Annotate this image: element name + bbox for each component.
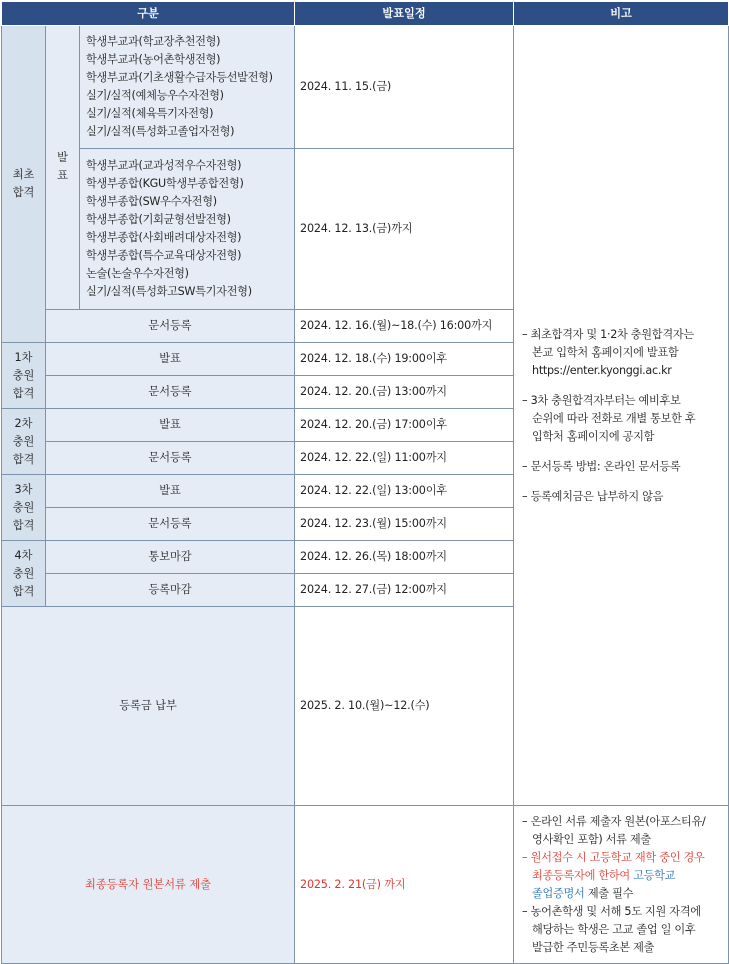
- row-label: 발표: [46, 343, 295, 376]
- list-item: 학생부교과(학교장추천전형): [86, 35, 221, 48]
- schedule-table: [1, 1, 729, 964]
- note-item: – 최초합격자 및 1·2차 충원합격자는 본교 입학처 홈페이지에 발표함 https://enter.kyonggi.ac.kr: [522, 326, 728, 380]
- date-cell: 2024. 12. 26.(목) 18:00까지: [295, 541, 514, 574]
- date-cell: 2024. 12. 18.(수) 19:00이후: [295, 343, 514, 376]
- header-category: 구분: [2, 2, 295, 26]
- list-item: 학생부종합(특수교육대상자전형): [86, 249, 242, 262]
- row-label: 문서등록: [46, 376, 295, 409]
- date-cell: 2025. 2. 21(금) 까지: [295, 806, 514, 964]
- note-item: – 농어촌학생 및 서해 5도 지원 자격에 해당하는 학생은 고교 졸업 일 이후 발급한 주민등록초본 제출: [522, 904, 701, 954]
- announce-label: 발 표: [46, 26, 80, 310]
- note-item: – 등록예치금은 납부하지 않음: [522, 489, 664, 503]
- date-cell: 2024. 12. 13.(금)까지: [295, 149, 514, 310]
- row-label: 문서등록: [46, 508, 295, 541]
- list-item: 실기/실적(특성화고졸업자전형): [86, 125, 235, 138]
- final-docs-label: 최종등록자 원본서류 제출: [2, 806, 295, 964]
- list-item: 학생부교과(기초생활수급자등선발전형): [86, 71, 273, 84]
- row-label: 통보마감: [46, 541, 295, 574]
- row-label: 문서등록: [46, 442, 295, 475]
- list-item: 학생부종합(기회균형선발전형): [86, 213, 231, 226]
- header-notes: 비고: [514, 2, 729, 26]
- list-item: 실기/실적(체육특기자전형): [86, 107, 214, 120]
- row-label: 문서등록: [46, 310, 295, 343]
- waitlist-label: 1차 충원 합격: [2, 343, 46, 409]
- row-label: 발표: [46, 409, 295, 442]
- date-cell: 2024. 11. 15.(금): [295, 26, 514, 149]
- list-item: 학생부종합(KGU학생부종합전형): [86, 177, 244, 190]
- tuition-label: 등록금 납부: [2, 607, 295, 806]
- date-cell: 2024. 12. 20.(금) 13:00까지: [295, 376, 514, 409]
- list-item: 논술(논술우수자전형): [86, 267, 189, 280]
- row-label: 발표: [46, 475, 295, 508]
- table-row: [2, 806, 729, 964]
- header-schedule: 발표일정: [295, 2, 514, 26]
- waitlist-label: 3차 충원 합격: [2, 475, 46, 541]
- final-docs-notes: [514, 806, 729, 964]
- date-cell: 2024. 12. 27.(금) 12:00까지: [295, 574, 514, 607]
- header-row: [2, 2, 729, 26]
- date-cell: 2024. 12. 22.(일) 13:00이후: [295, 475, 514, 508]
- final-pass-label: 최초 합격: [2, 26, 46, 343]
- list-item: 학생부교과(교과성적우수자전형): [86, 159, 242, 172]
- waitlist-label: 4차 충원 합격: [2, 541, 46, 607]
- row-label: 등록마감: [46, 574, 295, 607]
- date-cell: 2024. 12. 16.(월)~18.(수) 16:00까지: [295, 310, 514, 343]
- note-item: – 온라인 서류 제출자 원본(아포스티유/ 영사확인 포함) 서류 제출: [522, 814, 706, 846]
- track-list-1: [80, 26, 295, 149]
- track-list-2: [80, 149, 295, 310]
- note-item: – 원서접수 시 고등학교 재학 중인 경우 최종등록자에 한하여 고등학교 졸업증명서 제출 필수: [522, 850, 705, 900]
- date-cell: 2024. 12. 23.(월) 15:00까지: [295, 508, 514, 541]
- table-row: [2, 26, 729, 149]
- date-cell: 2024. 12. 22.(일) 11:00까지: [295, 442, 514, 475]
- list-item: 학생부종합(SW우수자전형): [86, 195, 217, 208]
- notes-main: [514, 26, 729, 806]
- list-item: 실기/실적(특성화고SW특기자전형): [86, 285, 252, 298]
- note-item: – 문서등록 방법: 온라인 문서등록: [522, 459, 681, 473]
- waitlist-label: 2차 충원 합격: [2, 409, 46, 475]
- list-item: 학생부종합(사회배려대상자전형): [86, 231, 242, 244]
- homepage-url: https://enter.kyonggi.ac.kr: [532, 363, 672, 377]
- date-cell: 2025. 2. 10.(월)~12.(수): [295, 607, 514, 806]
- note-item: – 3차 충원합격자부터는 예비후보 순위에 따라 전화로 개별 통보한 후 입학처 홈페이지에 공지함: [522, 393, 696, 443]
- date-cell: 2024. 12. 20.(금) 17:00이후: [295, 409, 514, 442]
- list-item: 실기/실적(예체능우수자전형): [86, 89, 224, 102]
- list-item: 학생부교과(농어촌학생전형): [86, 53, 221, 66]
